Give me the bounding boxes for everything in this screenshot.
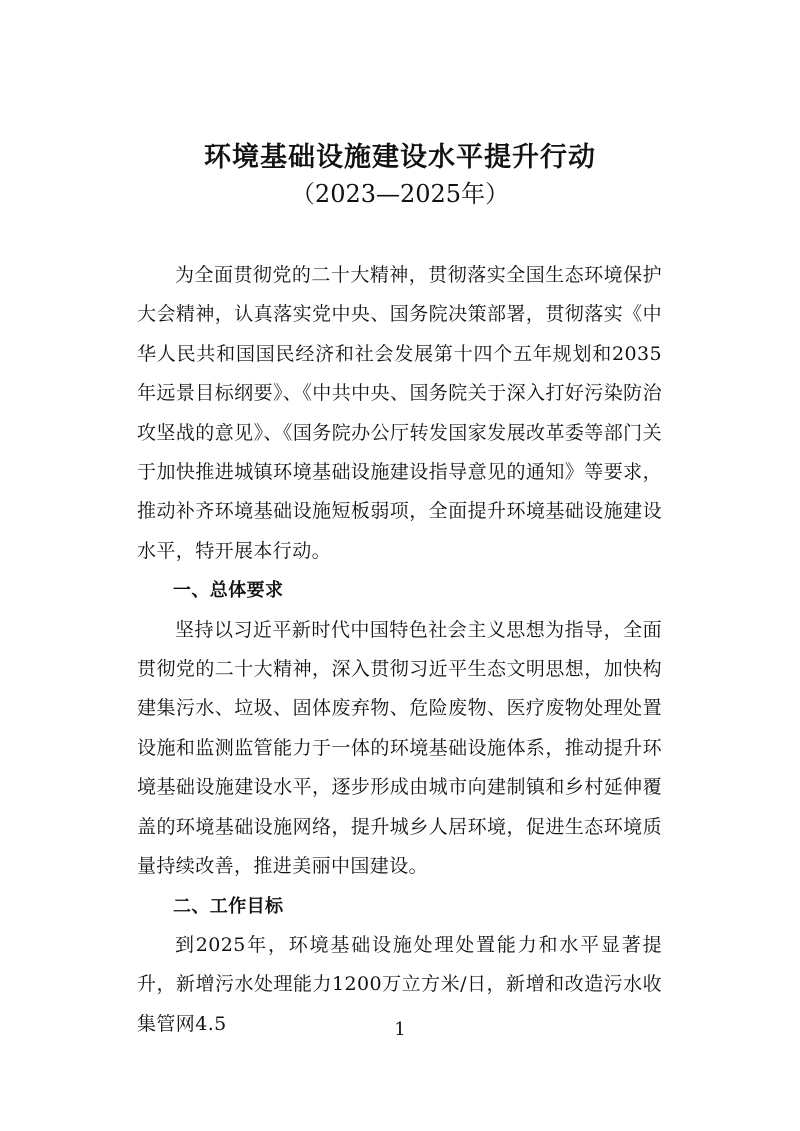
page-number: 1 — [394, 1019, 406, 1040]
work-goals-paragraph: 到2025年，环境基础设施处理处置能力和水平显著提升，新增污水处理能力1200万立方米/日，新增和改造污水收集管网4.5 — [137, 933, 662, 1035]
general-requirements-paragraph: 坚持以习近平新时代中国特色社会主义思想为指导，全面贯彻党的二十大精神，深入贯彻习近平生态文明思想，加快构建集污水、垃圾、固体废弃物、危险废物、医疗废物处理处置设施和监测监管能力于一体的环境基础设施体系，推动提升环境基础设施建设水平，逐步形成由城市向建制镇和乡村延伸覆盖的环境基础设施网络，提升城乡人居环境，促进生态环境质量持续改善，推进美丽中国建设。 — [137, 618, 662, 878]
intro-paragraph: 为全面贯彻党的二十大精神，贯彻落实全国生态环境保护大会精神，认真落实党中央、国务院决策部署，贯彻落实《中华人民共和国国民经济和社会发展第十四个五年规划和2035年远景目标纲要》、《中共中央、国务院关于深入打好污染防治攻坚战的意见》、《国务院办公厅转发国家发展改革委等部门关于加快推进城镇环境基础设施建设指导意见的通知》等要求，推动补齐环境基础设施短板弱项，全面提升环境基础设施建设水平，特开展本行动。 — [137, 264, 662, 562]
section-heading-general-requirements: 一、总体要求 — [173, 580, 284, 602]
document-title: 环境基础设施建设水平提升行动 — [204, 142, 596, 173]
document-subtitle: （2023—2025年） — [290, 180, 510, 208]
section-heading-work-goals: 二、工作目标 — [173, 895, 284, 917]
document-body — [137, 256, 662, 1044]
